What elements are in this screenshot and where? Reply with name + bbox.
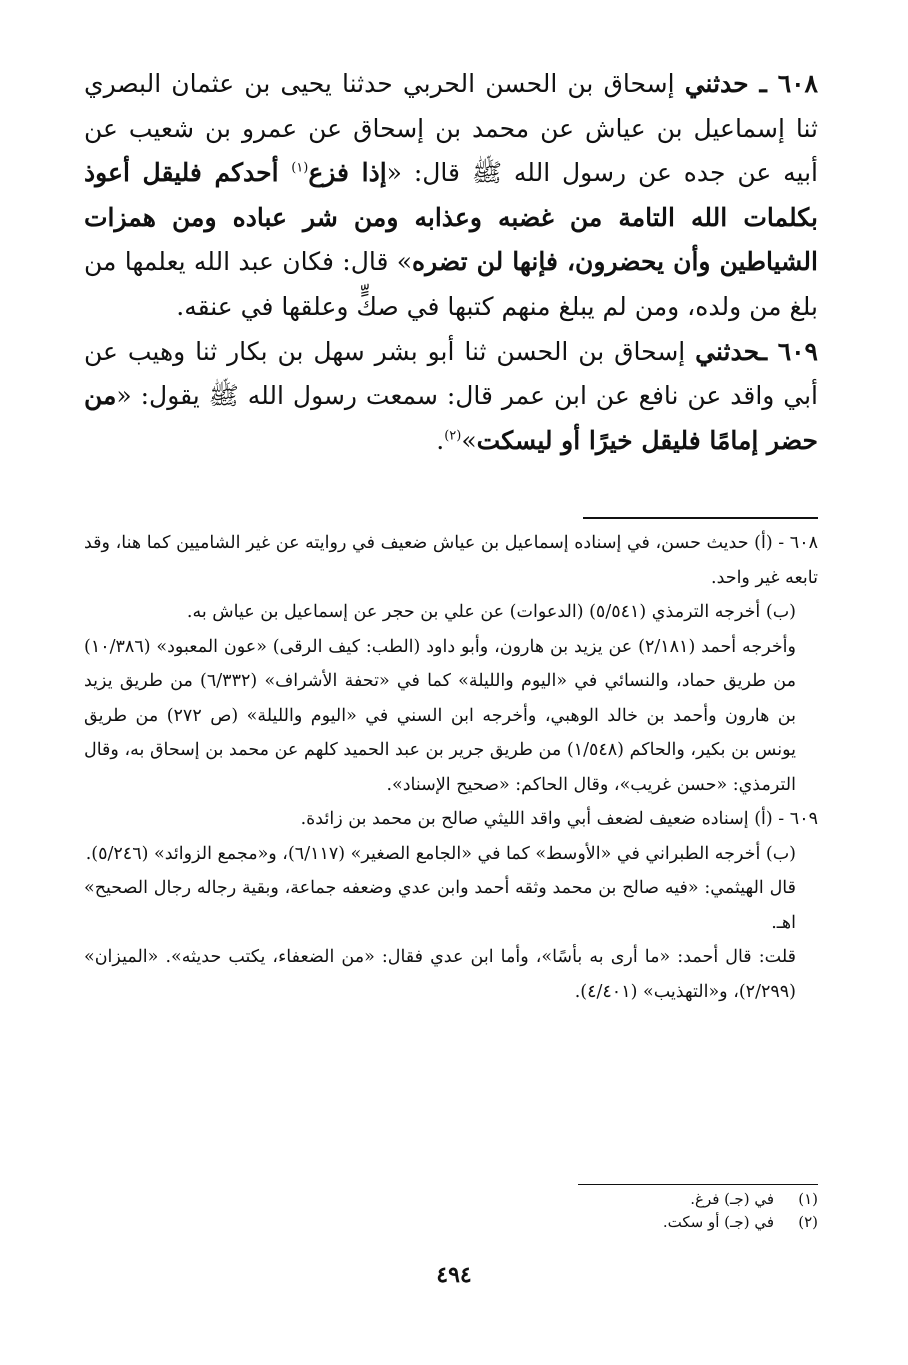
footnote-number: (٢) <box>798 1213 818 1231</box>
hadith-609 <box>84 330 818 464</box>
narration-text: » قال: فكان عبد الله يعلمها من بلغ من ولده، ومن لم يبلغ منهم كتبها في صكٍّ وعلقها في عنقه. <box>84 247 818 321</box>
hadith-number: ٦٠٨ ـ <box>748 69 818 98</box>
note-609-c: قال الهيثمي: «فيه صالح بن محمد وثقه أحمد وابن عدي وضعفه جماعة، وبقية رجاله رجال الصحيح» اهـ. <box>84 878 796 933</box>
quote-close: » <box>461 425 477 455</box>
matn-quote: أحدكم فليقل أعوذ بكلمات الله التامة من غضبه وعذابه ومن شر عباده ومن همزات الشياطين وأن يحضرون، فإنها لن تضره <box>84 158 818 277</box>
matn-quote: من حضر إمامًا فليقل خيرًا أو ليسكت <box>84 381 818 455</box>
hadith-heading: حدثني <box>695 336 760 366</box>
commentary-notes <box>84 526 818 1009</box>
page-number: ٤٩٤ <box>436 1262 472 1288</box>
note-608-a: ٦٠٨ - (أ) حديث حسن، في إسناده إسماعيل بن عياش ضعيف في روايته عن غير الشاميين كما هنا، وقد تابعه غير واحد. <box>84 533 818 588</box>
footnote-number: (١) <box>798 1190 818 1208</box>
footnote-item <box>84 1188 818 1211</box>
isnad-text: إسحاق بن الحسن الحربي حدثنا يحيى بن عثمان البصري ثنا إسماعيل بن عياش عن محمد بن إسحاق عن عمرو بن شعيب عن أبيه عن جده عن رسول الله ﷺ قال: « <box>84 69 818 188</box>
isnad-text: إسحاق بن الحسن ثنا أبو بشر سهل بن بكار ثنا وهيب عن أبي واقد عن نافع عن ابن عمر قال: سمعت رسول الله ﷺ يقول: « <box>84 336 818 411</box>
hadith-608 <box>84 62 818 330</box>
footnote-ref: (١) <box>291 160 309 176</box>
note-608-c: وأخرجه أحمد (٢/١٨١) عن يزيد بن هارون، وأبو داود (الطب: كيف الرقى) «عون المعبود» (١٠/٣٨٦) من طريق حماد، والنسائي في «اليوم والليلة» كما في «تحفة الأشراف» (٦/٣٣٢) من طريق يزيد بن هارون وأحمد بن خالد الوهبي، وأخرجه ابن السني في «اليوم والليلة» (ص ٢٧٢) من طريق يونس بن بكير، والحاكم (١/٥٤٨) من طريق جرير بن عبد الحميد كلهم عن محمد بن إسحاق به، وقال الترمذي: «حسن غريب»، وقال الحاكم: «صحيح الإسناد». <box>84 636 797 795</box>
note-608-b: (ب) أخرجه الترمذي (٥/٥٤١) (الدعوات) عن علي بن حجر عن إسماعيل بن عياش به. <box>186 602 796 622</box>
footnote-item <box>84 1211 818 1234</box>
hadith-heading: حدثني <box>684 69 749 98</box>
note-609-d: قلت: قال أحمد: «ما أرى به بأسًا»، وأما ابن عدي فقال: «من الضعفاء، يكتب حديثه». «الميزان» (٢/٢٩٩)، و«التهذيب» (٤/٤٠١). <box>84 947 796 1002</box>
matn-quote: إذا فزع <box>308 158 387 188</box>
note-609-a: ٦٠٩ - (أ) إسناده ضعيف لضعف أبي واقد الليثي صالح بن محمد بن زائدة. <box>300 809 818 829</box>
footnote-divider <box>578 1184 818 1185</box>
hadith-number: ٦٠٩ ـ <box>759 336 818 366</box>
footnotes <box>84 1188 818 1234</box>
footnote-text: في (جـ) أو سكت. <box>662 1213 774 1231</box>
main-text <box>84 62 818 463</box>
sentence-end: . <box>436 425 445 455</box>
footnote-ref: (٢) <box>444 428 462 444</box>
footnote-text: في (جـ) فرغ. <box>690 1190 774 1208</box>
note-609-b: (ب) أخرجه الطبراني في «الأوسط» كما في «الجامع الصغير» (٦/١١٧)، و«مجمع الزوائد» (٥/٢٤٦). <box>85 843 796 864</box>
